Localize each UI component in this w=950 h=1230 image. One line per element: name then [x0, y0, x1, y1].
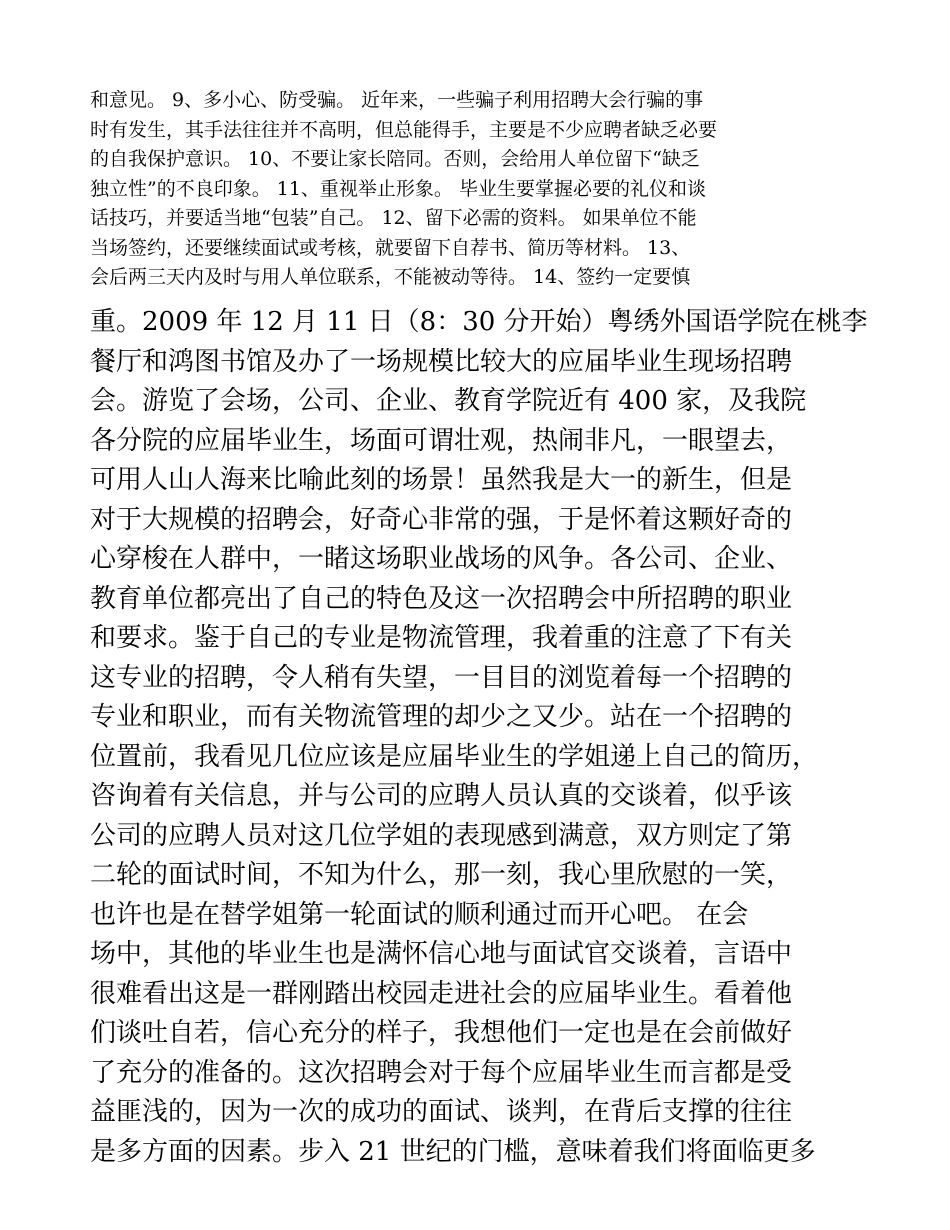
text-line: 话技巧，并要适当地“包装”自己。 12、留下必需的资料。 如果单位不能	[90, 207, 697, 229]
text-line: 位置前，我看见几位应该是应届毕业生的学姐递上自己的简历，	[90, 741, 819, 772]
text-line: 是多方面的因素。步入 21 世纪的门槛，意味着我们将面临更多	[90, 1136, 816, 1167]
text-line: 各分院的应届毕业生，场面可谓壮观，热闹非凡，一眼望去，	[90, 425, 793, 456]
text-line: 可用人山人海来比喻此刻的场景！虽然我是大一的新生，但是	[90, 465, 793, 495]
text-line: 重。2009 年 12 月 11 日（8：30 分开始）粤绣外国语学院在桃李	[90, 307, 868, 337]
text-line: 独立性”的不良印象。 11、重视举止形象。 毕业生要掌握必要的礼仪和谈	[90, 177, 706, 200]
text-line: 教育单位都亮出了自己的特色及这一次招聘会中所招聘的职业	[90, 583, 793, 614]
text-line: 二轮的面试时间，不知为什么，那一刻，我心里欣慰的一笑，	[90, 860, 793, 890]
text-line: 餐厅和鸿图书馆及办了一场规模比较大的应届毕业生现场招聘	[90, 346, 793, 377]
text-line: 和意见。 9、多小心、防受骗。 近年来，一些骗子利用招聘大会行骗的事	[90, 89, 704, 111]
text-line: 时有发生，其手法往往并不高明，但总能得手，主要是不少应聘者缺乏必要	[90, 118, 718, 141]
text-line: 会。游览了会场，公司、企业、教育学院近有 400 家，及我院	[90, 386, 807, 416]
small-text-block	[90, 86, 860, 293]
text-line: 很难看出这是一群刚踏出校园走进社会的应届毕业生。看着他	[90, 978, 793, 1009]
text-line: 心穿梭在人群中，一睹这场职业战场的风争。各公司、企业、	[90, 544, 793, 574]
text-line: 们谈吐自若，信心充分的样子，我想他们一定也是在会前做好	[90, 1018, 793, 1048]
large-text-block	[90, 303, 868, 1172]
text-line: 的自我保护意识。 10、不要让家长陪同。否则，会给用人单位留下“缺乏	[90, 148, 700, 170]
text-line: 场中，其他的毕业生也是满怀信心地与面试官交谈着，言语中	[90, 939, 793, 969]
text-line: 当场签约，还要继续面试或考核，就要留下自荐书、简历等材料。 13、	[90, 236, 691, 259]
text-line: 了充分的准备的。这次招聘会对于每个应届毕业生而言都是受	[90, 1057, 793, 1088]
text-line: 会后两三天内及时与用人单位联系，不能被动等待。 14、签约一定要慎	[90, 266, 691, 288]
text-line: 也许也是在替学姐第一轮面试的顺利通过而开心吧。 在会	[90, 899, 749, 930]
text-line: 这专业的招聘，令人稍有失望，一目目的浏览着每一个招聘的	[90, 662, 793, 693]
text-line: 益匪浅的，因为一次的成功的面试、谈判，在背后支撑的往往	[90, 1097, 793, 1127]
text-line: 专业和职业，而有关物流管理的却少之又少。站在一个招聘的	[90, 702, 793, 732]
text-line: 和要求。鉴于自己的专业是物流管理，我着重的注意了下有关	[90, 623, 793, 653]
text-line: 公司的应聘人员对这几位学姐的表现感到满意，双方则定了第	[90, 820, 793, 851]
text-line: 对于大规模的招聘会，好奇心非常的强，于是怀着这颗好奇的	[90, 504, 793, 535]
text-line: 咨询着有关信息，并与公司的应聘人员认真的交谈着，似乎该	[90, 781, 793, 811]
